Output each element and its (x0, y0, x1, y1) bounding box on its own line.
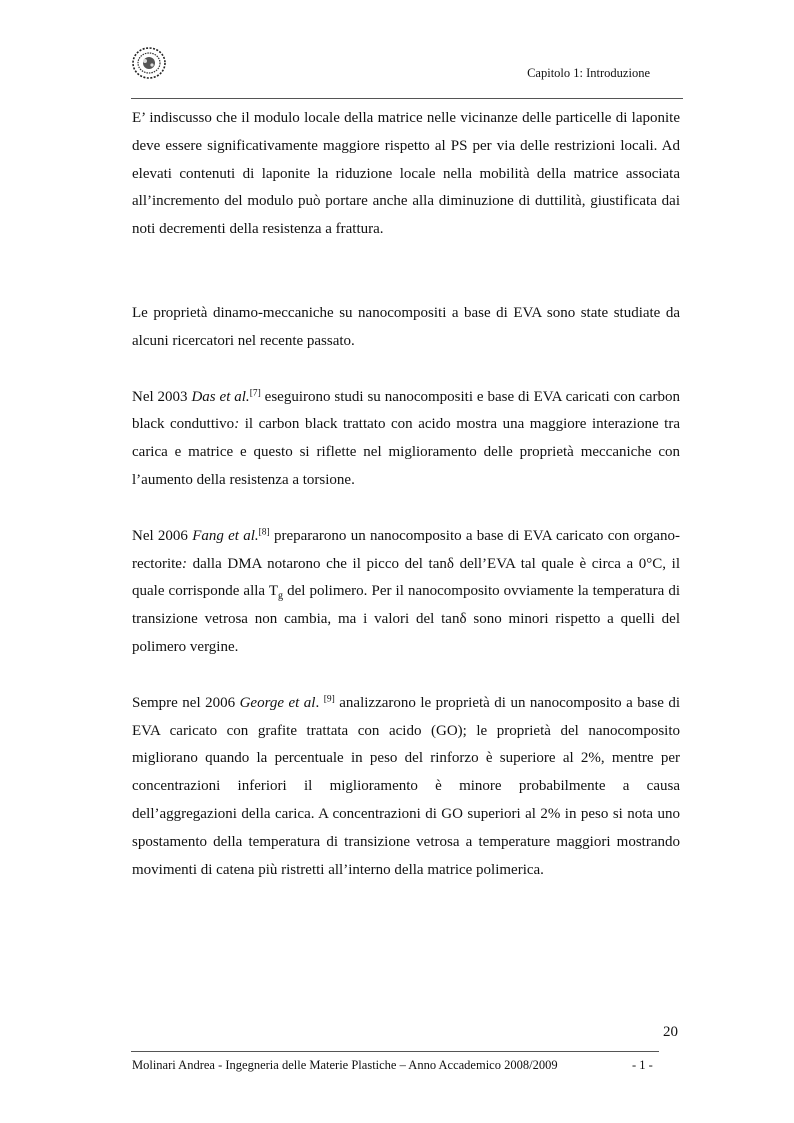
reference-mark: [7] (249, 387, 261, 398)
paragraph-5: Sempre nel 2006 George et al. [9] analizzarono le proprietà di un nanocomposito a base di EVA caricato con grafite trattata con acido (GO); le proprietà del nanocomposito migliorano quando la percentuale in peso del rinforzo è superiore al 2%, mentre per concentrazioni inferiori il miglioramento è minore probabilmente a causa dell’aggregazioni della carica. A concentrazioni di GO superiori al 2% in peso si nota uno spostamento della temperatura di transizione vetrosa a temperature maggiori mostrando movimenti di catena più ristretti all’interno della matrice polimerica. (132, 694, 681, 878)
citation-author: Fang et al. (192, 527, 259, 544)
page-number: 20 (663, 1024, 678, 1040)
footer-page-number: - 1 - (632, 1058, 653, 1072)
university-seal-icon (131, 46, 167, 80)
paragraph-1: E’ indiscusso che il modulo locale della matrice nelle vicinanze delle particelle di laponite deve essere significativamente maggiore rispetto al PS per via delle restrizioni locali. Ad elevati contenuti di laponite la riduzione locale nella mobilità della matrice associata all’incremento del modulo può portare anche alla diminuzione di duttilità, giustificata dai noti decrementi della resistenza a frattura. (132, 110, 680, 238)
chapter-header: Capitolo 1: Introduzione (527, 66, 650, 80)
paragraph-4: Nel 2006 Fang et al.[8] prepararono un nanocomposito a base di EVA caricato con organo-rectorite: dalla DMA notarono che il picco del tanδ dell’EVA tal quale è circa a 0°C, il quale corrisponde alla $T_g$ del polimero. Per il nanocomposito ovviamente la temperatura di transizione vetrosa non cambia, ma i valori del tanδ sono minori rispetto a quelli del polimero vergine. (132, 527, 680, 655)
header-rule (131, 98, 683, 99)
citation-author: Das et al. (191, 388, 250, 405)
reference-mark: [8] (258, 527, 270, 538)
footer-text: Molinari Andrea - Ingegneria delle Materie Plastiche – Anno Accademico 2008/2009 (132, 1058, 558, 1072)
citation-author: George et al (239, 694, 316, 711)
paragraph-3: Nel 2003 Das et al.[7] eseguirono studi su nanocompositi e base di EVA caricati con carbon black conduttivo: il carbon black trattato con acido mostra una maggiore interazione tra carica e matrice e questo si riflette nel miglioramento delle proprietà meccaniche con l’aumento della resistenza a torsione. (132, 387, 680, 488)
paragraph-2: Le proprietà dinamo-meccaniche su nanocompositi a base di EVA sono state studiate da alcuni ricercatori nel recente passato. (132, 304, 680, 349)
page-body (132, 105, 680, 884)
footer-rule (131, 1051, 659, 1052)
reference-mark: [9] (323, 694, 335, 705)
